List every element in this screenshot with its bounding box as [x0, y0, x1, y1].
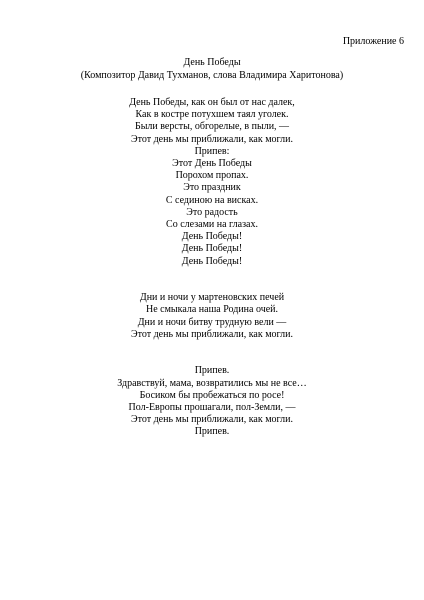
lyric-line: Этот День Победы — [172, 158, 252, 170]
lyric-line: День Победы! — [181, 255, 243, 267]
lyric-line: Были версты, обгорелые, в пыли, — — [134, 121, 290, 133]
lyric-line: Этот день мы приближали, как могли. — [131, 414, 293, 426]
lyric-line: День Победы! — [181, 231, 243, 243]
lyric-line: Этот день мы приближали, как могли. — [131, 328, 293, 340]
stanza-gap — [0, 280, 424, 292]
lyric-line: Босиком бы пробежаться по росе! — [139, 389, 285, 401]
chorus-label: Припев. — [194, 426, 230, 438]
lyrics — [0, 97, 424, 439]
lyric-line: День Победы, как он был от нас далек, — [129, 97, 295, 108]
lyric-line: Порохом пропах. — [175, 170, 249, 182]
lyric-line: Дни и ночи битву трудную вели — — [137, 316, 287, 328]
lyric-line: Это праздник — [183, 182, 241, 194]
song-title: День Победы — [183, 57, 241, 68]
lyric-line: Не смыкала наша Родина очей. — [145, 304, 279, 316]
lyric-line: День Победы! — [181, 243, 243, 255]
appendix-label: Приложение 6 — [342, 36, 404, 47]
lyric-line: Это радость — [186, 206, 238, 218]
lyric-line: Пол-Европы прошагали, пол-Земли, — — [128, 402, 296, 414]
lyric-line: Со слезами на глазах. — [166, 219, 258, 231]
stanza — [0, 365, 424, 438]
lyric-line: Дни и ночи у мартеновских печей — [139, 292, 285, 304]
song-credits: (Композитор Давид Тухманов, слова Владимира Харитонова) — [80, 70, 344, 81]
song-header — [0, 56, 424, 82]
stanza-gap — [0, 353, 424, 365]
chorus-label: Припев. — [194, 365, 230, 377]
stanza-gap — [0, 268, 424, 280]
stanza — [0, 292, 424, 341]
chorus-label: Припев: — [194, 145, 230, 157]
lyric-line: Здравствуй, мама, возвратились мы не все… — [117, 377, 307, 389]
lyric-line: Как в костре потухшем таял уголек. — [135, 109, 289, 121]
lyric-line: С сединою на висках. — [165, 194, 259, 206]
stanza-gap — [0, 341, 424, 353]
lyric-line: Этот день мы приближали, как могли. — [131, 133, 293, 145]
stanza — [0, 97, 424, 268]
